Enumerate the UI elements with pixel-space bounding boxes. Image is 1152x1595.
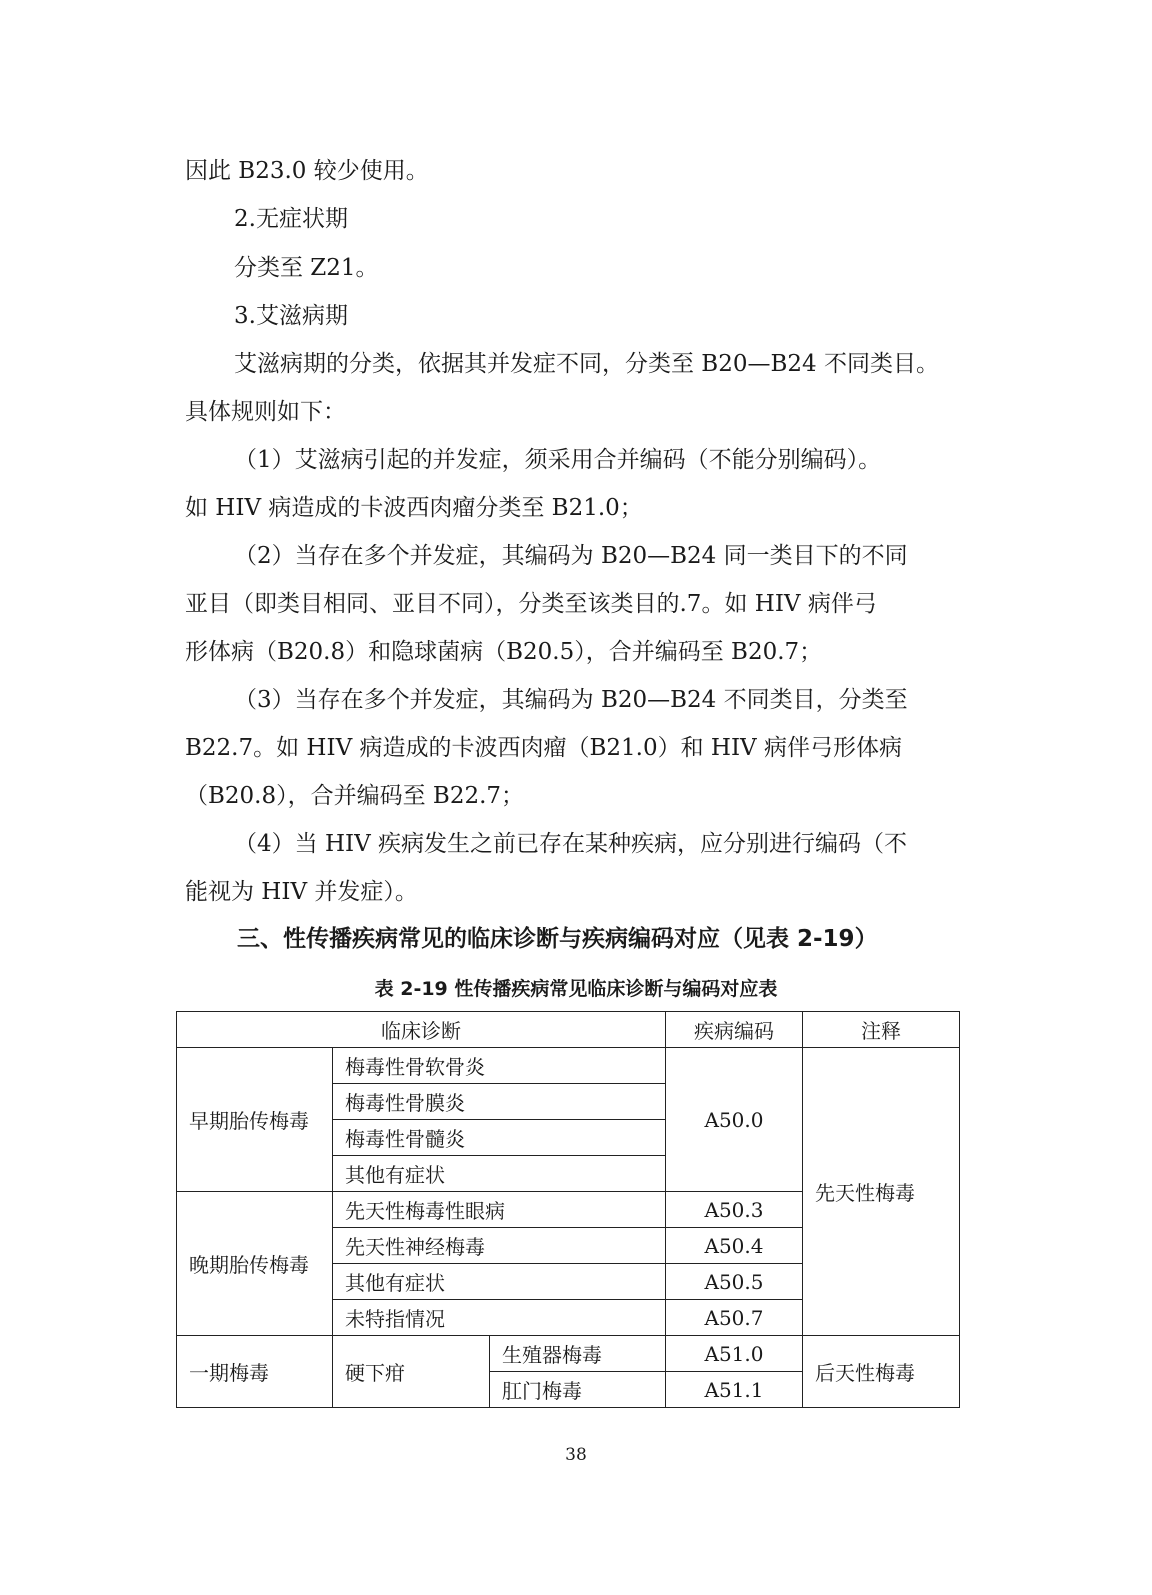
diagnosis-cell: 梅毒性骨软骨炎 [333, 1048, 666, 1084]
diagnosis-cell: 生殖器梅毒 [490, 1336, 666, 1372]
code-cell: A50.7 [666, 1300, 803, 1336]
body-paragraph: （B20.8），合并编码至 B22.7； [185, 783, 525, 809]
body-paragraph: B22.7。如 HIV 病造成的卡波西肉瘤（B21.0）和 HIV 病伴弓形体病 [185, 735, 902, 761]
section-heading: 三、性传播疾病常见的临床诊断与疾病编码对应（见表 2-19） [237, 926, 878, 952]
code-cell: A50.4 [666, 1228, 803, 1264]
header-diagnosis: 临床诊断 [177, 1012, 666, 1048]
code-cell: A50.5 [666, 1264, 803, 1300]
body-paragraph: （3）当存在多个并发症，其编码为 B20—B24 不同类目，分类至 [234, 687, 908, 713]
body-paragraph: 亚目（即类目相同、亚目不同），分类至该类目的.7。如 HIV 病伴弓 [185, 591, 877, 617]
diagnosis-cell: 其他有症状 [333, 1156, 666, 1192]
code-cell: A51.0 [666, 1336, 803, 1372]
group-late-congenital: 晚期胎传梅毒 [177, 1192, 333, 1336]
diagnosis-cell: 梅毒性骨髓炎 [333, 1120, 666, 1156]
group-early-congenital: 早期胎传梅毒 [177, 1048, 333, 1192]
body-paragraph: （1）艾滋病引起的并发症，须采用合并编码（不能分别编码）。 [234, 447, 882, 473]
note-cell: 后天性梅毒 [803, 1336, 960, 1408]
table-row [177, 1336, 960, 1372]
body-paragraph: 2.无症状期 [234, 206, 348, 232]
diagnosis-cell: 先天性梅毒性眼病 [333, 1192, 666, 1228]
group-primary-syphilis: 一期梅毒 [177, 1336, 333, 1408]
body-paragraph: （2）当存在多个并发症，其编码为 B20—B24 同一类目下的不同 [234, 543, 908, 569]
code-cell: A50.3 [666, 1192, 803, 1228]
subgroup-chancre: 硬下疳 [333, 1336, 490, 1408]
body-paragraph: 如 HIV 病造成的卡波西肉瘤分类至 B21.0； [185, 495, 643, 521]
body-paragraph: （4）当 HIV 疾病发生之前已存在某种疾病，应分别进行编码（不 [234, 831, 908, 857]
body-paragraph: 分类至 Z21。 [234, 255, 379, 281]
diagnosis-cell: 梅毒性骨膜炎 [333, 1084, 666, 1120]
body-paragraph: 因此 B23.0 较少使用。 [185, 158, 429, 184]
body-paragraph: 能视为 HIV 并发症）。 [185, 879, 418, 905]
diagnosis-cell: 未特指情况 [333, 1300, 666, 1336]
note-cell: 先天性梅毒 [803, 1048, 960, 1336]
diagnosis-code-table [176, 1011, 960, 1408]
page-number: 38 [565, 1445, 587, 1465]
body-paragraph: 艾滋病期的分类，依据其并发症不同，分类至 B20—B24 不同类目。 [234, 351, 939, 377]
body-paragraph: 具体规则如下： [185, 399, 346, 425]
code-cell: A51.1 [666, 1372, 803, 1408]
body-paragraph: 3.艾滋病期 [234, 303, 348, 329]
table-header-row [177, 1012, 960, 1048]
diagnosis-cell: 其他有症状 [333, 1264, 666, 1300]
table-row [177, 1048, 960, 1084]
header-note: 注释 [803, 1012, 960, 1048]
diagnosis-cell: 先天性神经梅毒 [333, 1228, 666, 1264]
code-cell: A50.0 [666, 1048, 803, 1192]
table-caption: 表 2-19 性传播疾病常见临床诊断与编码对应表 [374, 978, 778, 1000]
header-code: 疾病编码 [666, 1012, 803, 1048]
body-paragraph: 形体病（B20.8）和隐球菌病（B20.5），合并编码至 B20.7； [185, 639, 823, 665]
diagnosis-cell: 肛门梅毒 [490, 1372, 666, 1408]
